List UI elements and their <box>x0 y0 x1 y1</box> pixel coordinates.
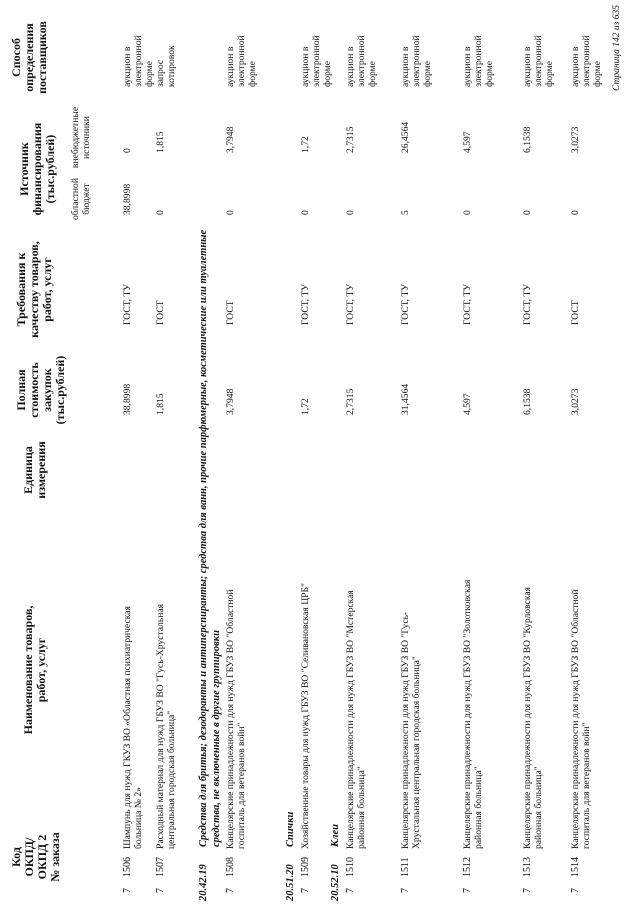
budget-amount: 5 <box>400 210 411 215</box>
header-method-line: поставщиков <box>35 21 49 94</box>
header-extra-line: внебюджетные <box>70 106 81 169</box>
method-line: форме <box>484 61 495 87</box>
row-number: 7 <box>522 888 533 893</box>
budget-amount: 0 <box>225 210 236 215</box>
item-name-line: больница № 2» <box>133 787 144 849</box>
item-name-line: районная больница" <box>473 766 484 849</box>
header-name-line: работ, услуг <box>34 637 48 703</box>
header-financing-budget <box>70 169 92 229</box>
row-number: 7 <box>462 888 473 893</box>
total-cost: 2,7315 <box>345 388 356 415</box>
header-financing-line: Источник <box>17 142 31 196</box>
procurement-method <box>345 7 378 87</box>
item-name <box>300 519 311 849</box>
header-financing-line: (тыс.рублей) <box>43 134 57 204</box>
header-unit <box>22 435 48 505</box>
method-line: запрос <box>155 59 166 87</box>
budget-amount: 0 <box>155 210 166 215</box>
group-title-continued: средства, не включенные в другие группировки <box>211 630 222 847</box>
method-line: форме <box>422 61 433 87</box>
header-requirements-line: качеству товаров, <box>27 241 41 338</box>
requirements: ГОСТ <box>225 300 236 325</box>
budget-amount: 0 <box>462 210 473 215</box>
extra-amount: 0 <box>122 148 133 153</box>
requirements: ГОСТ <box>155 300 166 325</box>
order-number: 1514 <box>570 857 581 877</box>
header-code-line: Код <box>9 847 23 867</box>
total-cost: 3,0273 <box>570 388 581 415</box>
method-line: электронной <box>411 35 422 87</box>
header-total-line: Полная <box>14 369 28 411</box>
header-total-line: (тыс.рублей) <box>53 355 67 425</box>
method-line: электронной <box>533 35 544 87</box>
order-number: 1511 <box>400 857 411 877</box>
requirements: ГОСТ, ТУ <box>345 283 356 325</box>
requirements: ГОСТ, ТУ <box>522 283 533 325</box>
header-total <box>15 350 67 430</box>
method-line: аукцион в <box>122 46 133 87</box>
header-budget-line: областной <box>70 178 81 221</box>
item-name-line: Канцелярские принадлежности для нужд ГБУЗ ВО "Областной <box>225 589 236 849</box>
row-number: 7 <box>155 888 166 893</box>
item-name <box>345 519 367 849</box>
row-number: 7 <box>225 888 236 893</box>
header-requirements <box>15 232 54 347</box>
extra-amount: 4,597 <box>462 131 473 153</box>
total-cost: 31,4564 <box>400 383 411 415</box>
row-number: 7 <box>300 888 311 893</box>
total-cost: 1,72 <box>300 398 311 415</box>
requirements: ГОСТ, ТУ <box>122 283 133 325</box>
extra-amount: 3,0273 <box>570 126 581 153</box>
extra-amount: 3,7948 <box>225 126 236 153</box>
order-number: 1507 <box>155 857 166 877</box>
item-name-line: Канцелярские принадлежности для нужд ГБУЗ ВО "Золотковская <box>462 579 473 849</box>
order-number: 1508 <box>225 857 236 877</box>
header-requirements-line: работ, услуг <box>40 257 54 322</box>
row-number: 7 <box>345 888 356 893</box>
procurement-method <box>522 7 555 87</box>
header-method-line: Способ <box>9 38 23 77</box>
item-name-line: Канцелярские принадлежности для нужд ГБУЗ ВО "Мстерская <box>345 590 356 849</box>
budget-amount: 38,8998 <box>122 183 133 215</box>
budget-amount: 0 <box>570 210 581 215</box>
header-extra-line: источники <box>81 116 92 159</box>
method-line: котировок <box>166 45 177 87</box>
method-line: форме <box>322 61 333 87</box>
header-financing-extra <box>70 105 92 170</box>
header-method <box>10 5 49 110</box>
requirements: ГОСТ <box>570 300 581 325</box>
item-name-line: Хрустальная центральная городская больница" <box>411 656 422 849</box>
item-name-line: Канцелярские принадлежности для нужд ГБУЗ ВО "Гусь- <box>400 611 411 849</box>
requirements: ГОСТ, ТУ <box>300 283 311 325</box>
method-line: форме <box>247 61 258 87</box>
method-line: аукцион в <box>225 46 236 87</box>
extra-amount: 26,4564 <box>400 121 411 153</box>
procurement-method <box>122 7 155 87</box>
header-unit-line: Единица <box>21 446 35 494</box>
requirements: ГОСТ, ТУ <box>400 283 411 325</box>
total-cost: 4,597 <box>462 393 473 415</box>
method-line: электронной <box>133 35 144 87</box>
extra-amount: 1,72 <box>300 136 311 153</box>
header-financing-line: финансирования <box>30 122 44 216</box>
budget-amount: 0 <box>300 210 311 215</box>
item-name-line: районная больница" <box>533 766 544 849</box>
row-number: 7 <box>400 888 411 893</box>
method-line: аукцион в <box>300 46 311 87</box>
header-code <box>10 817 62 897</box>
header-requirements-line: Требования к <box>14 252 28 327</box>
group-title: Спички <box>285 811 296 847</box>
header-financing <box>18 109 57 229</box>
procurement-method <box>570 7 603 87</box>
header-code-line: № заказа <box>48 832 62 882</box>
item-name-line: центральная городская больница" <box>166 710 177 849</box>
item-name-line: Шампунь для нужд ГКУЗ ВО «Областная психиатрическая <box>122 606 133 849</box>
header-unit-line: измерения <box>34 441 48 499</box>
order-number: 1506 <box>122 857 133 877</box>
total-cost: 3,7948 <box>225 388 236 415</box>
row-number: 7 <box>122 888 133 893</box>
method-line: форме <box>144 61 155 87</box>
item-name <box>462 519 484 849</box>
group-code: 20.51.20 <box>285 864 296 901</box>
header-total-line: закупок <box>40 368 54 412</box>
group-code: 20.52.10 <box>330 864 341 901</box>
order-number: 1513 <box>522 857 533 877</box>
row-number: 7 <box>570 888 581 893</box>
method-line: электронной <box>311 35 322 87</box>
method-line: электронной <box>581 35 592 87</box>
method-line: аукцион в <box>345 46 356 87</box>
order-number: 1512 <box>462 857 473 877</box>
method-line: электронной <box>236 35 247 87</box>
order-number: 1509 <box>300 857 311 877</box>
total-cost: 1,815 <box>155 393 166 415</box>
item-name <box>400 519 422 849</box>
item-name <box>225 519 247 849</box>
method-line: электронной <box>473 35 484 87</box>
procurement-method <box>300 7 333 87</box>
header-name-line: Наименование товаров, <box>21 605 35 735</box>
extra-amount: 6,1538 <box>522 126 533 153</box>
header-code-line: ОКПД 2 <box>35 834 49 880</box>
total-cost: 6,1538 <box>522 388 533 415</box>
item-name <box>155 519 177 849</box>
item-name <box>522 519 544 849</box>
group-title: Средства для бритья; дезодоранты и антиперспиранты; средства для ванн, прочие парфюмерные, косметические или туалетные <box>198 229 209 847</box>
item-name-line: госпиталь для ветеранов войн" <box>236 722 247 849</box>
budget-amount: 0 <box>522 210 533 215</box>
group-title: Клеи <box>330 823 341 847</box>
item-name-line: Канцелярские принадлежности для нужд ГБУЗ ВО "Областной <box>570 589 581 849</box>
item-name-line: Хозяйственные товары для нужд ГБУЗ ВО "Селивановская ЦРБ" <box>300 583 311 849</box>
method-line: аукцион в <box>400 46 411 87</box>
header-method-line: определения <box>22 23 36 92</box>
procurement-method <box>225 7 258 87</box>
method-line: аукцион в <box>462 46 473 87</box>
method-line: аукцион в <box>570 46 581 87</box>
procurement-method <box>462 7 495 87</box>
group-code: 20.42.19 <box>198 864 209 901</box>
method-line: форме <box>367 61 378 87</box>
item-name-line: Канцелярские принадлежности для нужд ГБУЗ ВО "Курловская <box>522 586 533 849</box>
method-line: форме <box>544 61 555 87</box>
order-number: 1510 <box>345 857 356 877</box>
extra-amount: 1,815 <box>155 131 166 153</box>
budget-amount: 0 <box>345 210 356 215</box>
procurement-method <box>155 7 177 87</box>
item-name-line: Расходный материал для нужд ГБУЗ ВО "Гусь-Хрустальная <box>155 603 166 849</box>
method-line: форме <box>592 61 603 87</box>
method-line: электронной <box>356 35 367 87</box>
header-total-line: стоимость <box>27 362 41 418</box>
item-name-line: госпиталь для ветеранов войн" <box>581 722 592 849</box>
requirements: ГОСТ, ТУ <box>462 283 473 325</box>
extra-amount: 2,7315 <box>345 126 356 153</box>
procurement-method <box>400 7 433 87</box>
header-name <box>22 525 48 815</box>
item-name <box>122 519 144 849</box>
total-cost: 38,8998 <box>122 383 133 415</box>
header-code-line: ОКПД/ <box>22 837 36 877</box>
header-budget-line: бюджет <box>81 183 92 215</box>
item-name-line: районная больница" <box>356 766 367 849</box>
page-number: Страница 142 из 635 <box>612 5 622 91</box>
method-line: аукцион в <box>522 46 533 87</box>
item-name <box>570 519 592 849</box>
